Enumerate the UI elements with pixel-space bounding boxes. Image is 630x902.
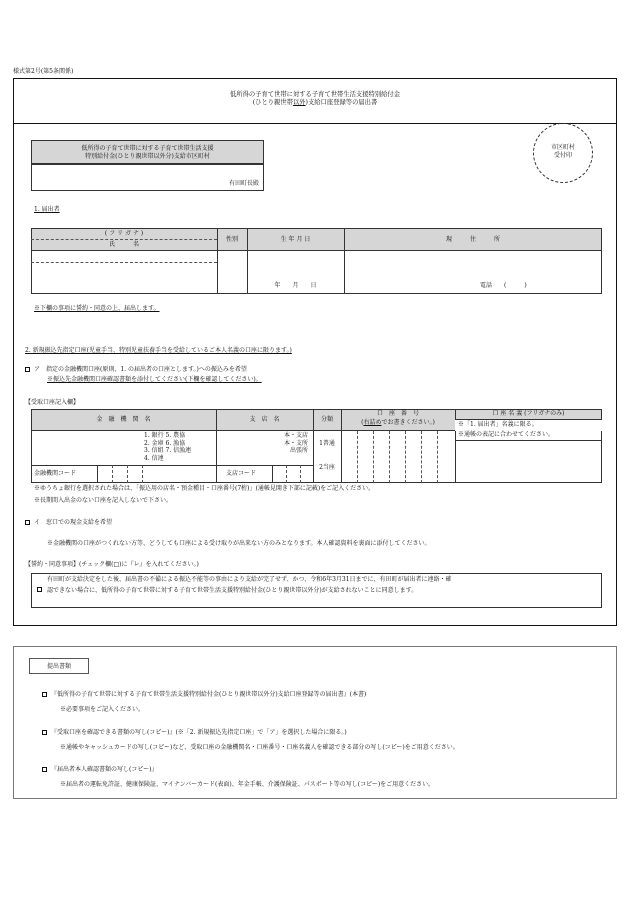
doc-item-2-checkbox[interactable] bbox=[42, 730, 47, 735]
section1-heading: 1. 届出者 bbox=[34, 206, 60, 213]
bank-type-list: 1. 銀行 5. 農協 2. 金庫 6. 漁協 3. 信組 7. 信漁連 4. 信連 bbox=[144, 432, 192, 462]
section2-heading: 2. 新規振込先指定口座(児童手当、特別児童扶養手当を受給しているご本人名義の口座に限ります。) bbox=[25, 347, 292, 354]
title-line2: (ひとり親世帯以外)支給口座登録等の届出書 bbox=[252, 98, 378, 106]
holder-note2: ※通帳の表記に合わせてください。 bbox=[458, 431, 555, 438]
branch-header: 支 店 名 bbox=[249, 416, 280, 423]
documents-heading: 提出書類 bbox=[29, 658, 89, 674]
documents-frame bbox=[13, 646, 617, 799]
reception-stamp: 市区町村 受付印 bbox=[533, 123, 593, 183]
option-i[interactable]: イ 窓口での現金支給を希望 bbox=[25, 519, 112, 527]
mayor-label: 有田町長殿 bbox=[228, 179, 259, 187]
branch-code-label: 支店コード bbox=[226, 470, 257, 477]
option-a-note: ※振込先金融機関口座確認書類を添付してください(下欄を確認してください)。 bbox=[47, 376, 262, 383]
title-divider bbox=[14, 123, 616, 124]
name-label: 氏 名 bbox=[108, 241, 139, 248]
form-title bbox=[14, 91, 616, 107]
branch-type-list: 本・支店 本・支所 出張所 bbox=[283, 432, 308, 454]
consent-checkbox[interactable] bbox=[37, 586, 46, 594]
pledge-note: ※下欄の事項に誓約・同意の上、届出します。 bbox=[34, 305, 160, 312]
yucho-note: ※ゆうちょ銀行を選択された場合は、「振込用の店名・預金種目・口座番号(7桁)」(通帳見開き下部に記載)をご記入ください。 bbox=[34, 485, 375, 492]
consent-heading: 【誓約・同意事項】(チェック欄(□)に『レ』を入れてください。) bbox=[25, 561, 199, 568]
acct-type-2: 2当座 bbox=[319, 464, 335, 471]
furigana-label: ( フ リ ガ ナ ) bbox=[104, 230, 144, 237]
bank-code-label: 金融機関コード bbox=[34, 470, 77, 477]
account-heading: 【受取口座記入欄】 bbox=[25, 399, 80, 406]
option-i-checkbox[interactable] bbox=[25, 520, 30, 525]
long-term-note: ※長期間入出金のない口座を記入しないで下さい。 bbox=[34, 497, 173, 504]
form-number: 様式第2号(第5条関係) bbox=[13, 68, 74, 75]
holder-note1: ※「1. 届出者」名義に限る。 bbox=[458, 421, 538, 428]
address-label: 現 住 所 bbox=[445, 236, 500, 243]
option-i-note: ※金融機関の口座がつくれない方等、どうしても口座による受け取りが出来ない方のみとなります。本人確認資料を裏面に添付してください。 bbox=[47, 540, 431, 547]
doc-item-3-checkbox[interactable] bbox=[42, 767, 47, 772]
option-a[interactable]: ア 指定の金融機関口座(原則、1. の届出者の口座とします。)への振込みを希望 bbox=[25, 366, 247, 374]
doc-item-3[interactable]: 『届出者本人確認書類の写し(コピー)』 ※届出者の運転免許証、健康保険証、マイナンバーカード(表面)、年金手帳、介護保険証、パスポート等の写し(コピー)をご用意ください。 bbox=[42, 766, 434, 788]
title-line1: 低所得の子育て世帯に対する子育て世帯生活支援特別給付金 bbox=[229, 91, 400, 98]
addressee-fill[interactable] bbox=[31, 164, 264, 191]
acct-no-sub: (右詰めでお書きください。) bbox=[361, 419, 435, 426]
birth-ymd: 年 月 日 bbox=[274, 282, 317, 289]
birth-label: 生 年 月 日 bbox=[280, 236, 311, 243]
phone-label: 電話 ( ) bbox=[480, 282, 527, 289]
consent-text: 有田町が支給決定をした後、届出書の不備による振込不能等の事由により支給が完了せず、かつ、令和6年3月31日までに、有田町が届出者に連絡・確 認できない場合に、低所得の子育て世帯に対する子育て世帯生活支援特別給付金(ひとり親世帯以外分)が支給されないことに同意します。 bbox=[47, 576, 452, 594]
acct-type-1: 1普通 bbox=[319, 440, 335, 447]
holder-header: 口 座 名 義 (フリガナのみ) bbox=[492, 410, 565, 417]
type-header: 分類 bbox=[320, 416, 333, 423]
main-form-frame bbox=[13, 78, 617, 626]
account-input-row[interactable] bbox=[31, 431, 602, 483]
doc-item-1-checkbox[interactable] bbox=[42, 692, 47, 697]
sex-label: 性別 bbox=[225, 236, 238, 243]
doc-item-2[interactable]: 『受取口座を確認できる書類の写し(コピー)』(※「2. 新規振込先指定口座」で「ア」を選択した場合に限る。) ※通帳やキャッシュカードの写し(コピー)など、受取口座の金融機関名・口座番号・口座名義人を確認できる部分の写し(コピー)をご用意ください。 bbox=[42, 729, 459, 751]
option-a-checkbox[interactable] bbox=[25, 367, 30, 372]
acct-no-header: 口 座 番 号 bbox=[376, 410, 419, 417]
bank-name-header: 金 融 機 関 名 bbox=[96, 416, 151, 423]
addressee-box: 低所得の子育て世帯に対する子育て世帯生活支援 特別給付金(ひとり親世帯以外分)支給市区町村 bbox=[31, 140, 264, 164]
doc-item-1[interactable]: 『低所得の子育て世帯に対する子育て世帯生活支援特別給付金(ひとり親世帯以外分)支給口座登録等の届出書』(本書) ※必要事項をご記入ください。 bbox=[42, 691, 366, 713]
